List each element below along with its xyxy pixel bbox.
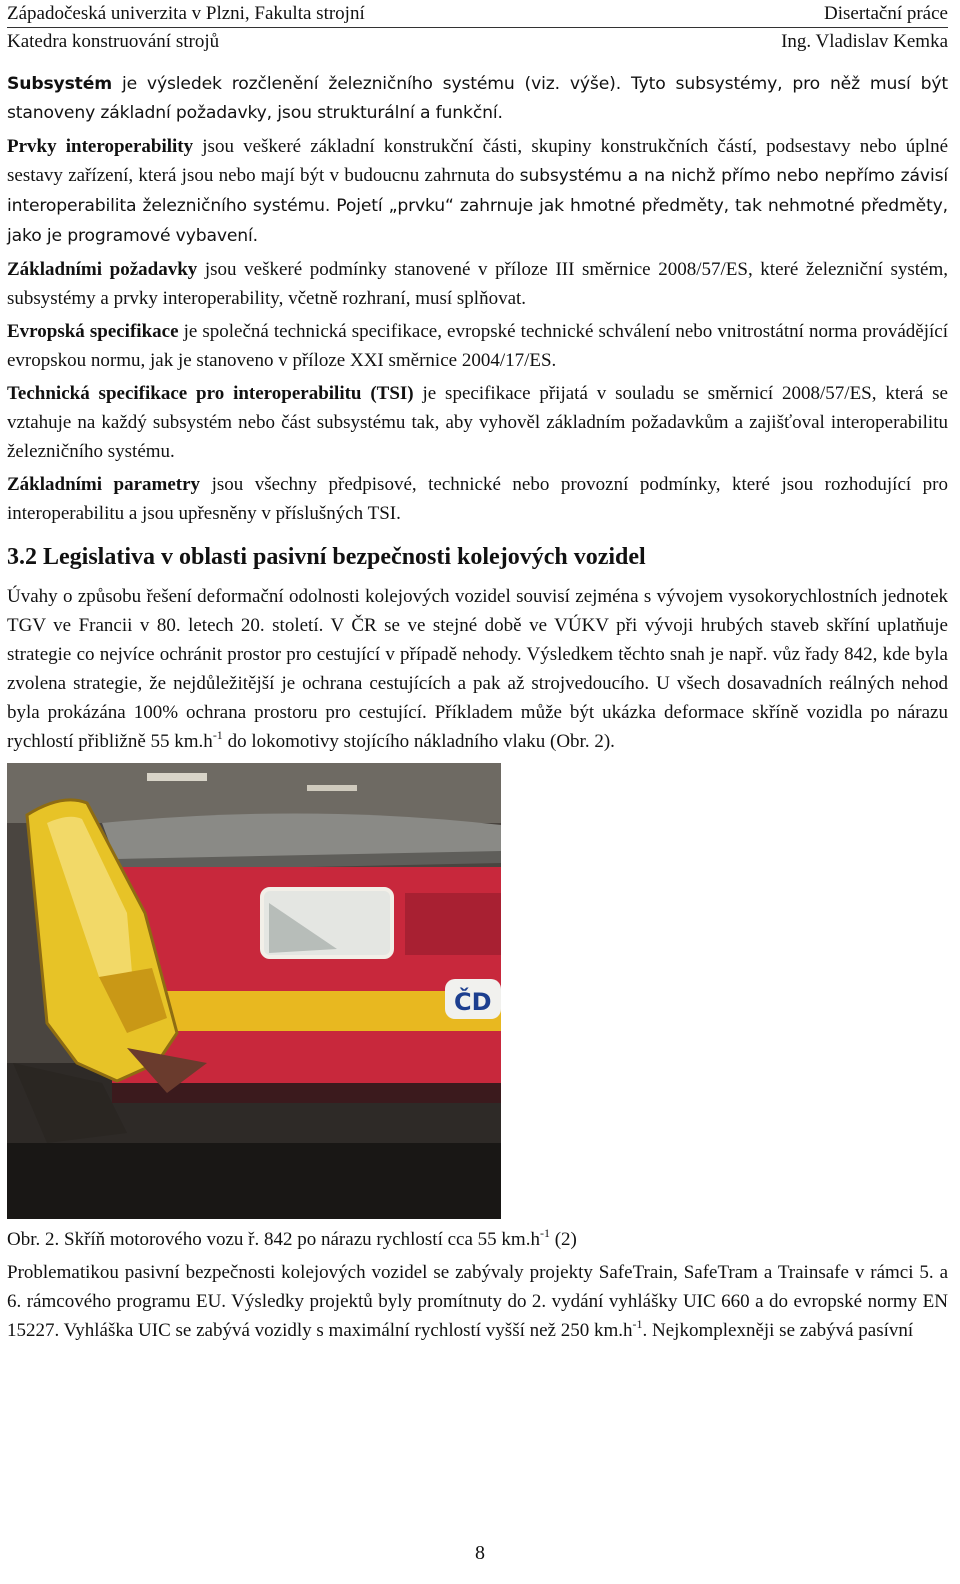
- paragraph-text-tail: do lokomotivy stojícího nákladního vlaku (Obr. 2).: [222, 731, 615, 752]
- term-tsi: Technická specifikace pro interoperabilitu (TSI): [7, 383, 414, 404]
- superscript: -1: [632, 1317, 643, 1331]
- term-european-specification: Evropská specifikace: [7, 321, 179, 342]
- definition-subsystem: [7, 70, 948, 128]
- cd-logo: ČD: [454, 988, 492, 1016]
- header-university: Západočeská univerzita v Plzni, Fakulta strojní: [7, 3, 365, 24]
- figure-caption: [7, 1225, 948, 1254]
- train-crash-illustration: [7, 763, 501, 1219]
- definition-text: je výsledek rozčlenění železničního systému (viz. výše). Tyto subsystémy, pro něž musí být stanoveny základní požadavky, jsou strukturální a funkční.: [7, 74, 948, 123]
- term-interoperability-constituents: Prvky interoperability: [7, 136, 194, 157]
- definition-text-continued: subsystému a na nichž přímo nebo nepřímo závisí interoperabilita železničního systému. Pojetí „prvku“ zahrnuje jak hmotné předměty, tak nehmotné předměty, jako je programové vybavení.: [7, 166, 948, 246]
- paragraph-text: Úvahy o způsobu řešení deformační odolnosti kolejových vozidel souvisí zejména s vývojem vysokorychlostních jednotek TGV ve Francii v 80. letech 20. století. V ČR se ve stejné době ve VÚKV při vývoji hrubých staveb skříní uplatňuje strategie co nejvíce ochránit prostor pro cestující v případě nehody. Výsledkem těchto snah je např. vůz řady 842, kde byla zvolena strategie, že nejdůležitější je ochrana cestujících a pak až strojvedoucího. U všech dosavadních reálných nehod byla prokázána 100% ochrana prostoru pro cestující. Příkladem může být ukázka deformace skříně vozidla po nárazu rychlostí přibližně 55 km.h: [7, 586, 948, 752]
- term-subsystem: Subsystém: [7, 74, 113, 94]
- paragraph-text: Problematikou pasivní bezpečnosti kolejových vozidel se zabývaly projekty SafeTrain, SafeTram a Trainsafe v rámci 5. a 6. rámcového programu EU. Výsledky projektů byly promítnuty do 2. vydání vyhlášky UIC 660 a do evropské normy EN 15227. Vyhláška UIC se zabývá vozidly s maximální rychlostí vyšší než 250 km.h: [7, 1262, 948, 1341]
- caption-superscript: -1: [539, 1226, 550, 1240]
- term-essential-requirements: Základními požadavky: [7, 259, 198, 280]
- header-doc-type: Disertační práce: [824, 3, 948, 24]
- section-paragraph-1: [7, 582, 948, 756]
- definition-text: jsou veškeré základní konstrukční části, skupiny konstrukčních částí, podsestavy nebo úplné sestavy zařízení, která jsou nebo mají být v budoucnu zahrnuta do: [7, 136, 949, 186]
- definition-essential-requirements: [7, 255, 948, 313]
- caption-tail: (2): [549, 1229, 577, 1250]
- definition-interoperability-constituents: [7, 132, 948, 251]
- paragraph-text-tail: . Nejkomplexněji se zabývá pasívní: [642, 1320, 914, 1341]
- header-department: Katedra konstruování strojů: [7, 31, 220, 52]
- page-number: 8: [475, 1542, 485, 1564]
- term-basic-parameters: Základními parametry: [7, 474, 201, 495]
- caption-text: Obr. 2. Skříň motorového vozu ř. 842 po nárazu rychlostí cca 55 km.h: [7, 1229, 540, 1250]
- definition-text: jsou všechny předpisové, technické nebo provozní podmínky, které jsou rozhodující pro interoperabilitu a jsou upřesněny v příslušných TSI.: [7, 474, 948, 524]
- accident-photo: [7, 763, 501, 1219]
- definition-text: je specifikace přijatá v souladu se směrnicí 2008/57/ES, která se vztahuje na každý subsystém nebo část subsystému tak, aby vyhověl základním požadavkům a zajišťoval interoperabilitu železničního systému.: [7, 383, 948, 462]
- definition-tsi: [7, 379, 948, 466]
- page-header: [7, 0, 948, 55]
- definition-text: jsou veškeré podmínky stanovené v příloze III směrnice 2008/57/ES, které železniční systém, subsystémy a prvky interoperability, včetně rozhraní, musí splňovat.: [7, 259, 948, 309]
- header-row-2: [7, 28, 948, 55]
- superscript: -1: [212, 728, 223, 742]
- page-content: [7, 70, 948, 1349]
- definition-text: je společná technická specifikace, evropské technické schválení nebo vnitrostátní norma provádějící evropskou normu, jak je stanoveno v příloze XXI směrnice 2004/17/ES.: [7, 321, 949, 371]
- header-row-1: [7, 0, 948, 28]
- section-paragraph-2: [7, 1258, 948, 1345]
- definition-basic-parameters: [7, 470, 948, 528]
- definition-european-specification: [7, 317, 948, 375]
- header-author: Ing. Vladislav Kemka: [781, 31, 948, 52]
- section-heading: 3.2 Legislativa v oblasti pasivní bezpečnosti kolejových vozidel: [7, 544, 646, 570]
